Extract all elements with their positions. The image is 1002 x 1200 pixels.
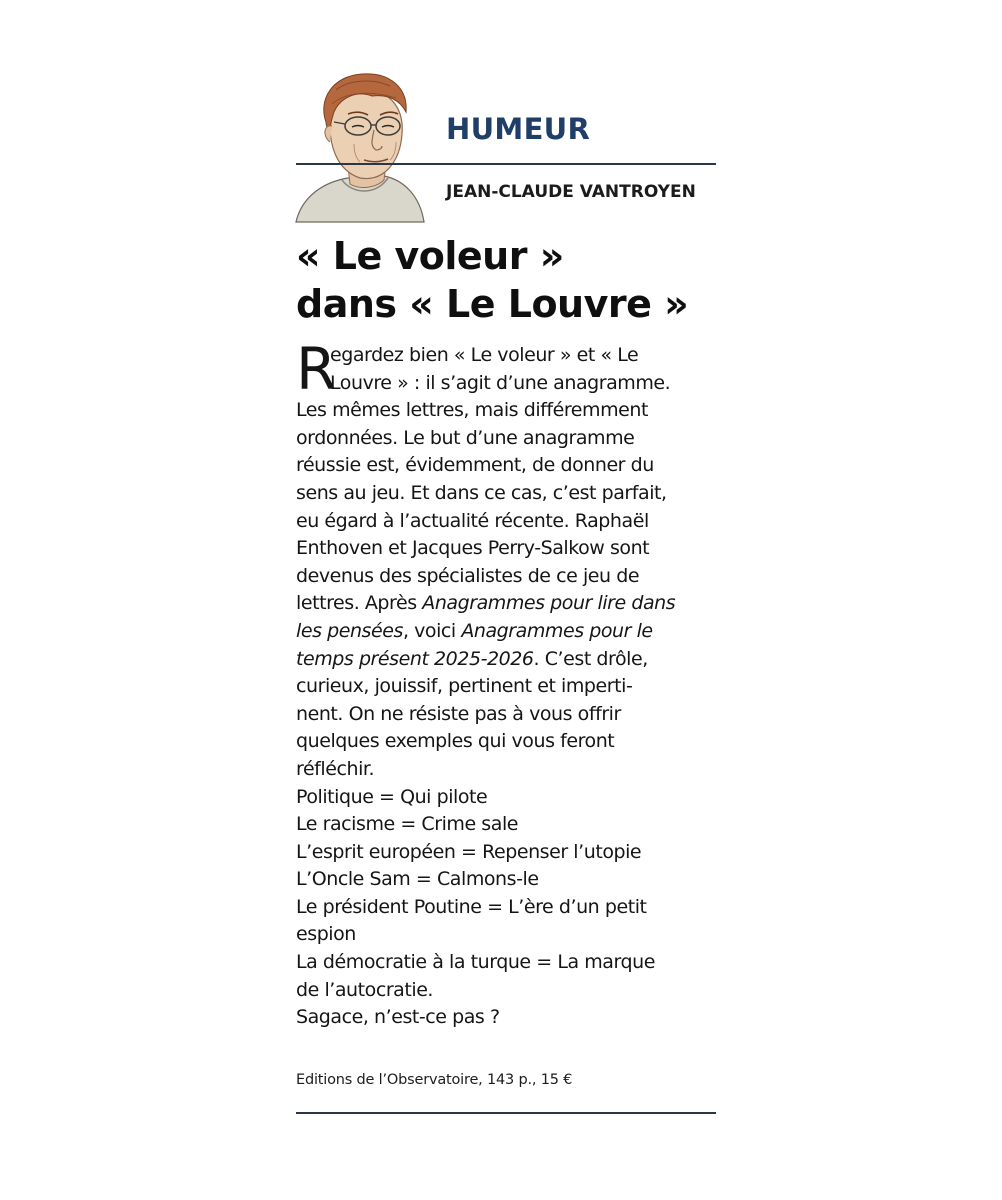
body-line: Les mêmes lettres, mais différemment xyxy=(296,399,648,422)
article-headline xyxy=(296,232,726,328)
headline-line-2: dans « Le Louvre » xyxy=(296,282,689,326)
section-rubric: HUMEUR xyxy=(446,112,591,146)
bottom-divider xyxy=(296,1112,716,1114)
body-line: eu égard à l’actualité récente. Raphaël xyxy=(296,509,649,532)
anagram-line: Le président Poutine = L’ère d’un petit xyxy=(296,895,647,918)
body-line: curieux, jouissif, pertinent et imperti- xyxy=(296,675,633,698)
book-title: Anagrammes pour lire dans xyxy=(422,592,676,615)
book-reference: Editions de l’Observatoire, 143 p., 15 € xyxy=(296,1072,573,1088)
author-name: JEAN-CLAUDE VANTROYEN xyxy=(446,182,696,202)
book-title: les pensées xyxy=(296,619,403,642)
author-portrait xyxy=(292,70,428,230)
body-line: Sagace, n’est-ce pas ? xyxy=(296,1006,500,1029)
body-line: Louvre » : il s’agit d’une anagramme. xyxy=(330,371,671,394)
anagram-line: L’Oncle Sam = Calmons-le xyxy=(296,868,539,891)
anagram-line: Le racisme = Crime sale xyxy=(296,813,519,836)
body-line: egardez bien « Le voleur » et « Le xyxy=(330,344,639,366)
anagram-line: espion xyxy=(296,923,356,946)
body-line xyxy=(296,618,726,646)
anagram-line: de l’autocratie. xyxy=(296,978,434,1001)
body-line: Enthoven et Jacques Perry-Salkow sont xyxy=(296,537,650,560)
body-text: , voici xyxy=(402,619,462,642)
body-line: devenus des spécialistes de ce jeu de xyxy=(296,564,640,587)
book-title: temps présent 2025-2026 xyxy=(296,647,534,670)
anagram-line: L’esprit européen = Repenser l’utopie xyxy=(296,840,642,863)
body-line xyxy=(296,646,726,674)
body-line: réfléchir. xyxy=(296,757,375,780)
body-line: réussie est, évidemment, de donner du xyxy=(296,454,654,477)
body-line: nent. On ne résiste pas à vous offrir xyxy=(296,702,621,725)
body-line xyxy=(296,590,726,618)
book-title: Anagrammes pour le xyxy=(461,619,653,642)
body-text: lettres. Après xyxy=(296,592,423,615)
body-line: quelques exemples qui vous feront xyxy=(296,730,615,753)
body-text: . C’est drôle, xyxy=(533,647,648,670)
top-divider xyxy=(296,163,716,165)
article-body xyxy=(296,342,726,1032)
anagram-line: Politique = Qui pilote xyxy=(296,785,488,808)
headline-line-1: « Le voleur » xyxy=(296,234,564,278)
body-line: sens au jeu. Et dans ce cas, c’est parfait, xyxy=(296,481,667,504)
drop-cap: R xyxy=(296,335,337,403)
anagram-line: La démocratie à la turque = La marque xyxy=(296,951,655,974)
body-line: ordonnées. Le but d’une anagramme xyxy=(296,426,635,449)
